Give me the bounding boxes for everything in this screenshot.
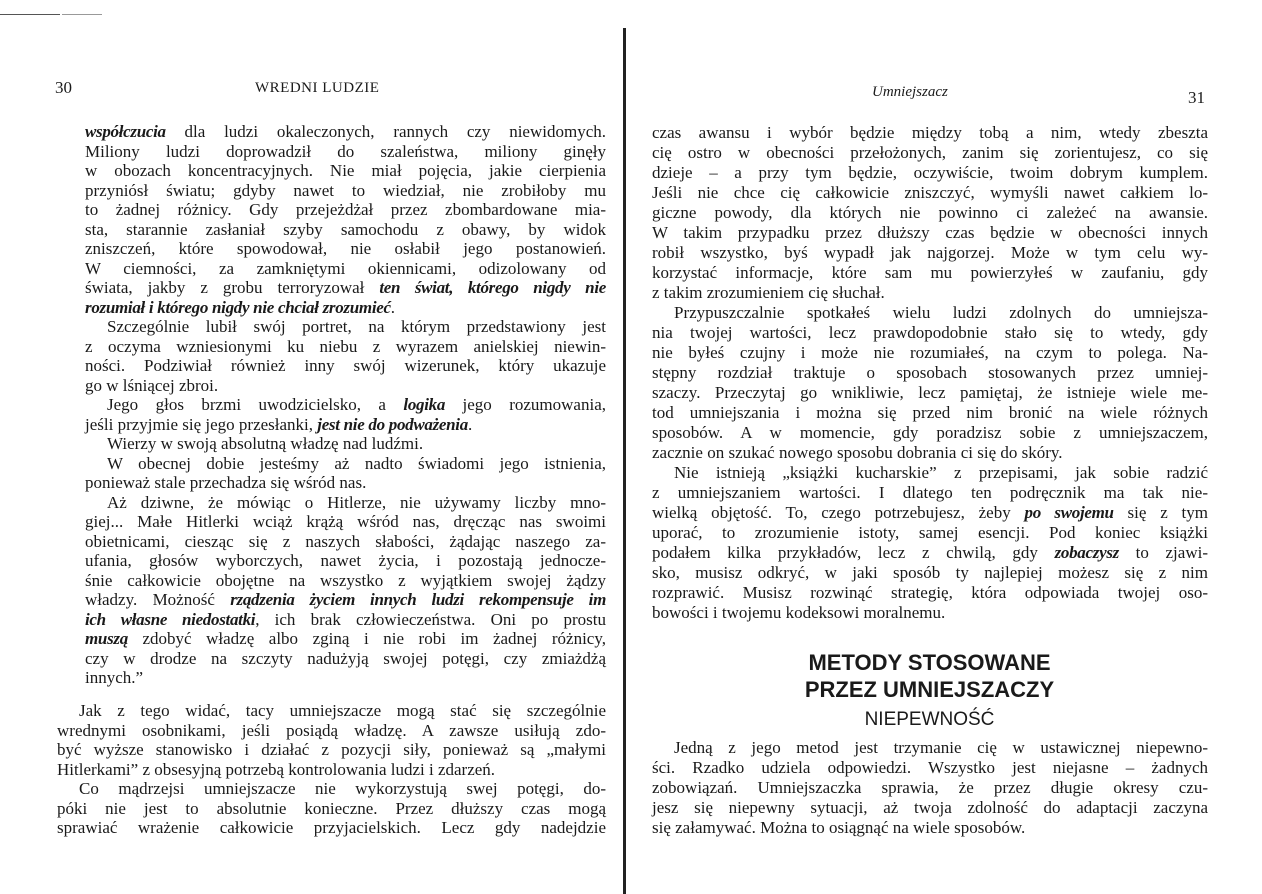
- text-segment: zdobyć władzę albo zginą i nie robi im żadnej różnicy,: [127, 629, 606, 648]
- text-line: [652, 363, 1208, 383]
- text-segment: ufania, głosów wyborczych, nawet życia, i pozostają jednocze-: [85, 551, 606, 570]
- text-segment: rozprawić. Musisz rozwinąć strategię, która odpowiada twojej oso-: [652, 583, 1208, 602]
- text-segment: tod umniejszania i można się przed nim bronić na wiele różnych: [652, 403, 1208, 422]
- text-line: [85, 239, 606, 259]
- text-segment: Miliony ludzi doprowadził do szaleństwa, miliony ginęły: [85, 141, 606, 161]
- text-line: [652, 503, 1208, 523]
- text-line: [85, 376, 606, 396]
- text-line: [652, 243, 1208, 263]
- text-line: [57, 721, 606, 741]
- text-line: [652, 543, 1208, 563]
- text-line: [652, 583, 1208, 603]
- emphasis-text: ten świat, którego nigdy nie: [379, 278, 606, 297]
- text-line: [652, 143, 1208, 163]
- text-line: [85, 434, 606, 454]
- text-segment: z takim zrozumieniem cię słuchał.: [652, 283, 885, 302]
- emphasis-text: po swojemu: [1024, 503, 1114, 522]
- page-number: 31: [1188, 88, 1205, 107]
- text-segment: czas awansu i wybór będzie między tobą a nim, wtedy zbeszta: [652, 123, 1208, 142]
- text-line: [652, 403, 1208, 423]
- quotation-block: [85, 122, 606, 688]
- text-segment: Szczególnie lubił swój portret, na którym przedstawiony jest: [107, 317, 606, 336]
- text-segment: obietnicami, ciesząc się z naszych słabości, żądając naszego za-: [85, 531, 606, 551]
- text-segment: W obecnej dobie jesteśmy aż nadto świadomi jego istnienia,: [107, 453, 606, 473]
- text-segment: go w lśniącej zbroi.: [85, 375, 219, 395]
- text-segment: wielką objętość. To, czego potrzebujesz, żeby: [652, 503, 1025, 522]
- text-segment: nie byłeś czujny i może nie rozumiałeś, na czym to polega. Na-: [652, 343, 1208, 362]
- text-line: [652, 483, 1208, 503]
- text-segment: zacznie on szukać nowego sposobu dobrania ci się do skóry.: [652, 443, 1063, 462]
- text-segment: śnie całkowicie obojętne na wszystko z wyjątkiem swojej żądzy: [85, 570, 606, 590]
- emphasis-text: zobaczysz: [1054, 543, 1119, 562]
- text-segment: giczne powody, dla których nie powinno ci zależeć na awansie.: [652, 203, 1208, 222]
- page-number: 30: [55, 78, 72, 97]
- text-line: [652, 263, 1208, 283]
- text-segment: zobowiązań. Umniejszaczka sprawia, że przez długie okresy czu-: [652, 778, 1208, 797]
- emphasis-text: jest nie do podważenia: [317, 414, 468, 434]
- text-segment: sprawiać wrażenie całkowicie przyjacielskich. Lecz gdy nadejdzie: [57, 818, 606, 837]
- text-segment: giej... Małe Hitlerki wciąż krążą wśród nas, dręcząc nas swoimi: [85, 512, 606, 531]
- text-segment: z oczyma wzniesionymi ku niebu z wyrazem anielskiej niewin-: [85, 336, 606, 356]
- section-heading-line: METODY STOSOWANE: [808, 650, 1051, 675]
- text-line: [652, 463, 1208, 483]
- text-line: [57, 799, 606, 819]
- text-segment: Hitlerkami” z obsesyjną potrzebą kontrolowania ludzi i zdarzeń.: [57, 759, 496, 779]
- text-line: [85, 181, 606, 201]
- text-segment: jego rozumowania,: [445, 395, 606, 414]
- text-line: [85, 590, 606, 610]
- text-segment: .: [390, 297, 395, 317]
- text-line: [85, 415, 606, 435]
- text-segment: władzy. Możność: [85, 590, 231, 609]
- text-line: [85, 356, 606, 376]
- emphasis-text: rozumiał i którego nigdy nie chciał zrozumieć: [85, 297, 391, 317]
- emphasis-text: logika: [403, 395, 446, 414]
- subheading: NIEPEWNOŚĆ: [864, 709, 995, 730]
- text-line: [85, 668, 606, 688]
- running-head: Umniejszacz: [872, 84, 948, 100]
- text-segment: w obozach koncentracyjnych. Nie miał pojęcia, jakie cierpienia: [85, 161, 606, 180]
- text-segment: Co mądrzejsi umniejszacze nie wykorzystują swej potęgi, do-: [79, 779, 606, 798]
- text-segment: wrednymi osobnikami, jeśli posiądą władzę. A zawsze usiłują zdo-: [57, 720, 606, 740]
- text-segment: czy w drodze na szczyty nadużyją swojej potęgi, czy zmiażdżą: [85, 648, 606, 668]
- text-segment: się załamywać. Można to osiągnąć na wiele sposobów.: [652, 818, 1026, 837]
- text-line: [652, 778, 1208, 798]
- text-segment: ponieważ stale przechadza się wśród nas.: [85, 473, 367, 492]
- text-line: [85, 454, 606, 474]
- text-line: [85, 610, 606, 630]
- section-heading: [652, 649, 1207, 703]
- text-segment: podałem kilka przykładów, lecz z chwilą, gdy: [652, 543, 1055, 562]
- text-line: [85, 259, 606, 279]
- text-segment: być wyższe stanowisko i działać z pozycji siły, ponieważ są „małymi: [57, 740, 606, 759]
- body-text: [652, 123, 1208, 623]
- text-segment: Aż dziwne, że mówiąc o Hitlerze, nie używamy liczby mno-: [107, 492, 606, 512]
- text-segment: ności. Podziwiał również inny swój wizerunek, który ukazuje: [85, 356, 606, 375]
- section-heading-line: PRZEZ UMNIEJSZACZY: [804, 677, 1055, 702]
- text-line: [652, 303, 1208, 323]
- text-segment: szaczy. Przeczytaj go wnikliwie, lecz pamiętaj, że istnieje wiele me-: [652, 383, 1208, 402]
- emphasis-text: muszą: [85, 629, 128, 648]
- book-spine: [623, 28, 626, 894]
- text-segment: korzystać informacje, które sam mu powierzyłeś w zaufaniu, gdy: [652, 263, 1208, 282]
- text-line: [652, 323, 1208, 343]
- text-segment: zniszczeń, które spowodował, nie osłabił jego postanowień.: [85, 239, 606, 258]
- text-line: [85, 649, 606, 669]
- text-segment: Nie istnieją „książki kucharskie” z przepisami, jak sobie radzić: [674, 463, 1208, 482]
- text-line: [57, 779, 606, 799]
- emphasis-text: ich własne niedostatki: [85, 609, 256, 629]
- text-segment: to żadnej różnicy. Gdy przejeżdżał przez zbombardowane mia-: [85, 200, 606, 219]
- emphasis-text: rządzenia życiem innych ludzi rekompensuje im: [230, 590, 606, 609]
- scan-artifact: [62, 14, 102, 15]
- text-segment: dzieje – a przy tym będzie, oczywiście, twoim dobrym kumplem.: [652, 163, 1208, 182]
- text-segment: W ciemności, za zamkniętymi okiennicami, odizolowany od: [85, 258, 606, 278]
- text-segment: z umniejszaniem wartości. I dlatego ten podręcznik ma tak nie-: [652, 483, 1208, 502]
- text-line: [57, 701, 606, 721]
- text-line: [652, 283, 1208, 303]
- text-segment: Jedną z jego metod jest trzymanie cię w ustawicznej niepewno-: [674, 738, 1208, 757]
- text-segment: sko, musisz odkryć, w jaki sposób ty najlepiej możesz się z nim: [652, 563, 1208, 582]
- text-segment: jesz się niepewny sytuacji, aż twoja zdolność do adaptacji zaczyna: [652, 798, 1208, 817]
- text-segment: sta, starannie zasłaniał szyby samochodu z obawy, by widok: [85, 219, 606, 239]
- text-line: [652, 523, 1208, 543]
- text-segment: to zjawi-: [1118, 543, 1208, 562]
- text-segment: W takim przypadku przez dłuższy czas będzie w obecności innych: [652, 223, 1208, 242]
- text-line: [652, 123, 1208, 143]
- text-line: [85, 629, 606, 649]
- text-line: [652, 563, 1208, 583]
- text-line: [652, 183, 1208, 203]
- text-line: [652, 798, 1208, 818]
- text-line: [85, 220, 606, 240]
- section-text: [652, 738, 1208, 838]
- text-line: [85, 298, 606, 318]
- text-line: [85, 161, 606, 181]
- text-segment: się z tym: [1113, 503, 1208, 522]
- text-segment: , ich brak człowieczeństwa. Oni po prostu: [255, 609, 606, 629]
- scan-artifact: [0, 14, 60, 15]
- text-line: [652, 383, 1208, 403]
- text-line: [85, 122, 606, 142]
- text-line: [85, 317, 606, 337]
- text-segment: uporać, to zrozumienie istoty, samej esencji. Pod koniec książki: [652, 523, 1208, 542]
- text-segment: Przypuszczalnie spotkałeś wielu ludzi zdolnych do umniejsza-: [674, 303, 1208, 322]
- text-segment: sposobów. A w momencie, gdy poradzisz sobie z umniejszaczem,: [652, 423, 1208, 442]
- text-segment: dla ludzi okaleczonych, rannych czy niewidomych.: [165, 122, 606, 141]
- text-line: [85, 278, 606, 298]
- text-line: [652, 758, 1208, 778]
- text-segment: świata, jakby z grobu terroryzował: [85, 278, 380, 297]
- text-line: [85, 337, 606, 357]
- text-line: [85, 512, 606, 532]
- text-segment: innych.”: [85, 668, 144, 687]
- text-line: [85, 532, 606, 552]
- text-line: [57, 760, 606, 780]
- text-line: [85, 142, 606, 162]
- text-segment: Jak z tego widać, tacy umniejszacze mogą stać się szczególnie: [79, 701, 606, 720]
- running-head: WREDNI LUDZIE: [255, 80, 380, 96]
- text-line: [85, 551, 606, 571]
- text-segment: .: [467, 414, 473, 434]
- text-segment: Wierzy w swoją absolutną władzę nad ludźmi.: [107, 434, 424, 453]
- text-segment: Jego głos brzmi uwodzicielsko, a: [107, 395, 404, 414]
- text-segment: robił wszystko, byś wypadł jak najgorzej. Może w tym celu wy-: [652, 243, 1208, 262]
- text-line: [57, 818, 606, 838]
- text-segment: póki nie jest to absolutnie konieczne. Przez dłuższy czas mogą: [57, 798, 606, 818]
- text-line: [652, 423, 1208, 443]
- text-line: [652, 203, 1208, 223]
- text-line: [652, 603, 1208, 623]
- text-segment: Jeśli nie chce cię całkowicie zniszczyć, wymyśli nawet całkiem lo-: [652, 183, 1208, 202]
- text-segment: ści. Rzadko udziela odpowiedzi. Wszystko jest niejasne – żadnych: [652, 758, 1208, 777]
- text-line: [652, 163, 1208, 183]
- text-line: [652, 738, 1208, 758]
- text-line: [652, 223, 1208, 243]
- text-line: [85, 571, 606, 591]
- text-segment: przyniósł światu; gdyby nawet to wiedział, nie zrobiłoby mu: [85, 180, 606, 200]
- body-text: [57, 701, 606, 838]
- text-line: [85, 395, 606, 415]
- emphasis-text: współczucia: [85, 122, 166, 141]
- text-line: [652, 818, 1208, 838]
- text-segment: nia twojej wartości, lecz prawdopodobnie stało się to wtedy, gdy: [652, 323, 1208, 342]
- text-segment: stępny rozdział traktuje o sposobach stosowanych przez umniej-: [652, 363, 1208, 382]
- text-segment: bowości i twojemu kodeksowi moralnemu.: [652, 603, 946, 622]
- text-segment: jeśli przyjmie się jego przesłanki,: [85, 414, 318, 434]
- text-line: [57, 740, 606, 760]
- text-line: [85, 473, 606, 493]
- text-line: [85, 493, 606, 513]
- text-line: [652, 343, 1208, 363]
- text-line: [652, 443, 1208, 463]
- text-segment: cię ostro w obecności przełożonych, zanim się zorientujesz, co się: [652, 143, 1208, 162]
- text-line: [85, 200, 606, 220]
